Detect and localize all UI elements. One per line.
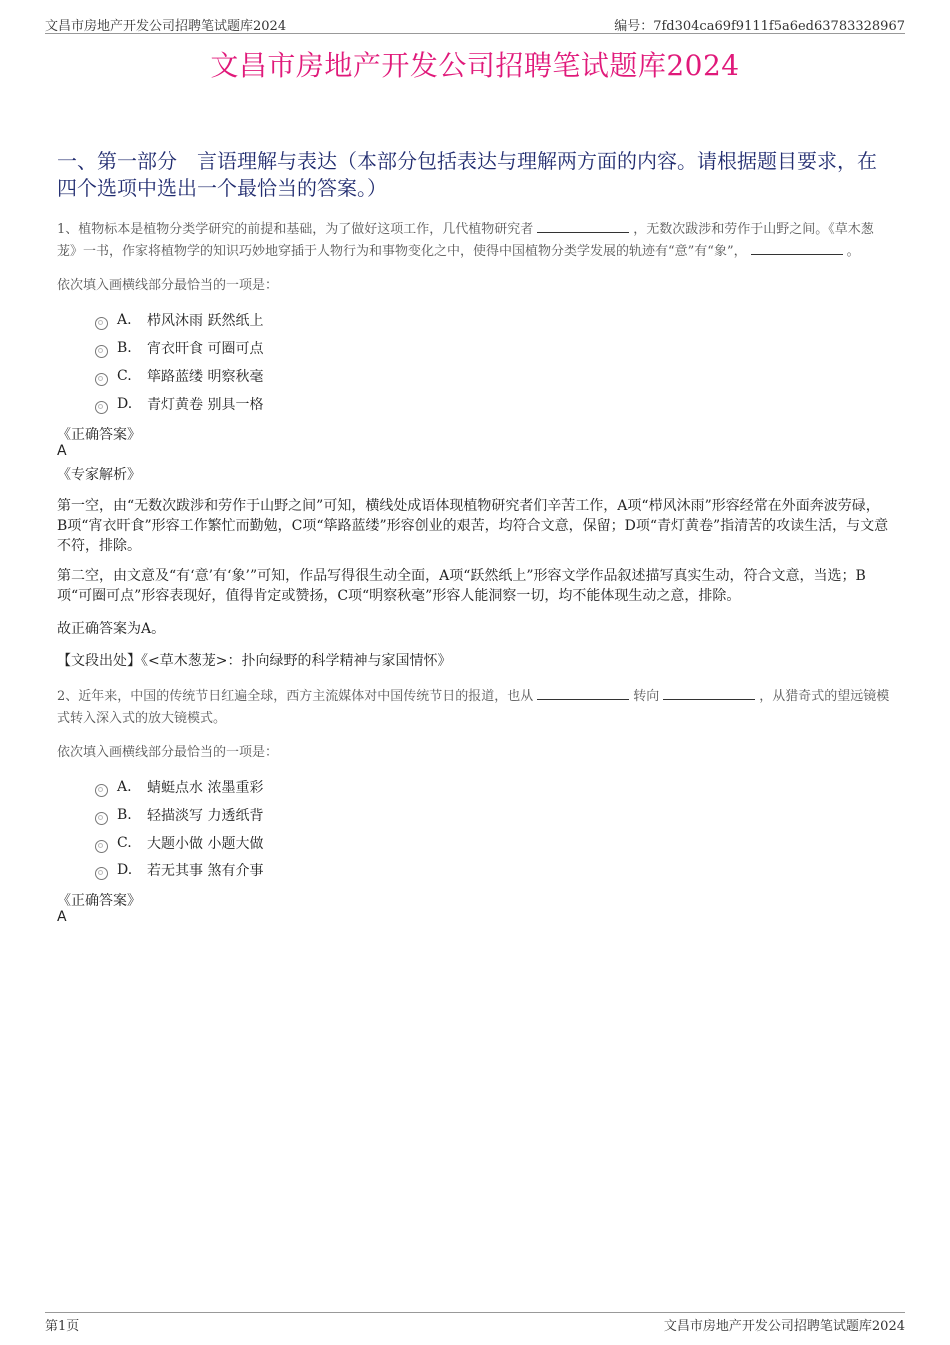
question-1-analysis-label: 《专家解析》 (57, 467, 141, 483)
section-heading: 一、第一部分 言语理解与表达（本部分包括表达与理解两方面的内容。请根据题目要求，在四个选项中选出一个最恰当的答案。） (57, 149, 877, 200)
analysis-paragraph-2: 第二空，由文意及“有‘意’有‘象’”可知，作品写得很生动全面，A项“跃然纸上”形容文学作品叙述描写真实生动，符合文意，当选；B项“可圈可点”形容表现好，值得肯定或赞扬，C项“明察秋毫”形容人能洞察一切，均不能体现生动之意，排除。 (57, 568, 866, 604)
page-title: 文昌市房地产开发公司招聘笔试题库2024 (210, 49, 740, 82)
radio-icon[interactable] (95, 840, 108, 853)
analysis-paragraph-1: 第一空，由“无数次跋涉和劳作于山野之间”可知，横线处成语体现植物研究者们辛苦工作，A项“栉风沐雨”形容经常在外面奔波劳碌，B项“宵衣旰食”形容工作繁忙而勤勉，C项“筚路蓝缕”形容创业的艰苦，均符合文意，保留；D项“青灯黄卷”指清苦的攻读生活，与文意不符，排除。 (57, 498, 889, 554)
answer-blank (663, 687, 755, 700)
question-2-option-b[interactable]: B. 轻描淡写 力透纸背 (95, 805, 263, 825)
analysis-conclusion: 故正确答案为A。 (57, 621, 166, 637)
question-1-option-c[interactable]: C. 筚路蓝缕 明察秋毫 (95, 366, 263, 386)
radio-icon[interactable] (95, 867, 108, 880)
question-2-option-c[interactable]: C. 大题小做 小题大做 (95, 833, 263, 853)
radio-icon[interactable] (95, 373, 108, 386)
question-1-prompt: 依次填入画横线部分最恰当的一项是： (57, 278, 279, 293)
question-2-text: 2、近年来，中国的传统节日红遍全球，西方主流媒体对中国传统节日的报道，也从 转向 ，从猎奇式的望远镜模式转入深入式的放大镜模式。 (57, 689, 890, 726)
question-2-prompt: 依次填入画横线部分最恰当的一项是： (57, 745, 279, 760)
radio-icon[interactable] (95, 812, 108, 825)
question-2-option-d[interactable]: D. 若无其事 煞有介事 (95, 860, 263, 880)
header-divider (45, 33, 905, 34)
radio-icon[interactable] (95, 345, 108, 358)
radio-icon[interactable] (95, 784, 108, 797)
question-1-option-b[interactable]: B. 宵衣旰食 可圈可点 (95, 338, 263, 358)
question-1-option-a[interactable]: A. 栉风沐雨 跃然纸上 (95, 310, 263, 330)
radio-icon[interactable] (95, 401, 108, 414)
question-1-answer: A (57, 443, 67, 459)
question-2-answer: A (57, 909, 67, 925)
answer-blank (537, 220, 629, 233)
page-number: 第1页 (45, 1319, 80, 1334)
passage-source: 【文段出处】《<草木葱茏>：扑向绿野的科学精神与家国情怀》 (57, 653, 452, 669)
answer-blank (751, 242, 843, 255)
question-2-answer-label: 《正确答案》 (57, 893, 141, 909)
question-2-option-a[interactable]: A. 蜻蜓点水 浓墨重彩 (95, 777, 263, 797)
question-1-option-d[interactable]: D. 青灯黄卷 别具一格 (95, 394, 263, 414)
answer-blank (537, 687, 629, 700)
question-1-text: 1、植物标本是植物分类学研究的前提和基础，为了做好这项工作，几代植物研究者 ，无数次跋涉和劳作于山野之间。《草木葱茏》一书，作家将植物学的知识巧妙地穿插于人物行为和事物变化之中，使得中国植物分类学发展的轨迹有“意”有“象”， 。 (57, 222, 874, 259)
header-left-title: 文昌市房地产开发公司招聘笔试题库2024 (45, 19, 287, 34)
header-document-id: 编号：7fd304ca69f9111f5a6ed63783328967 (614, 19, 905, 34)
footer-title: 文昌市房地产开发公司招聘笔试题库2024 (663, 1319, 905, 1334)
radio-icon[interactable] (95, 317, 108, 330)
footer-divider (45, 1312, 905, 1313)
question-1-answer-label: 《正确答案》 (57, 427, 141, 443)
